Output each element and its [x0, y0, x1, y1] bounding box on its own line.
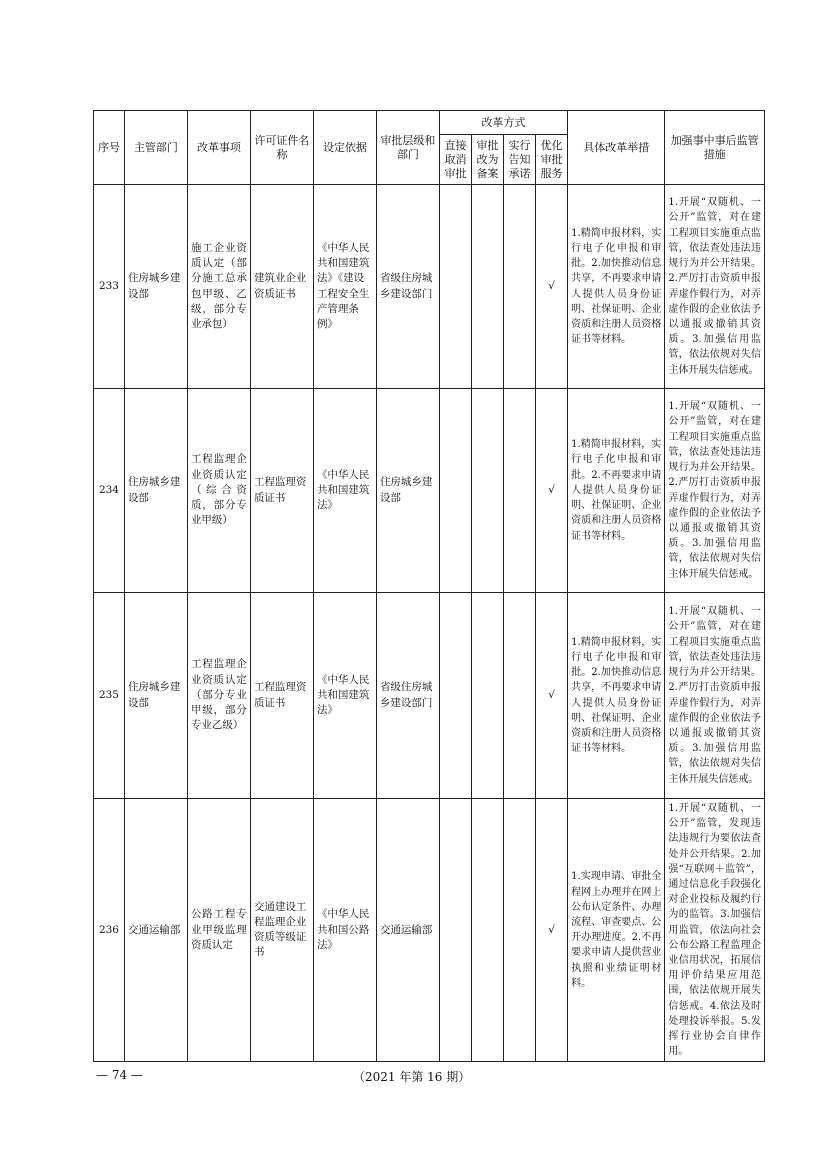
- cell-item: 工程监理企业资质认定（综合资质，部分专业甲级）: [187, 389, 250, 593]
- header-license: 许可证件名称: [250, 111, 313, 185]
- cell-dept: 住房城乡建设部: [124, 185, 187, 389]
- header-mode-cancel: 直接取消审批: [439, 135, 471, 185]
- cell-mode-optimize: √: [536, 389, 568, 593]
- cell-supervision: 1.开展“双随机、一公开”监管，发现违法违规行为要依法查处并公开结果。2.加强“互联网＋监管”，通过信息化手段强化对企业投标及履约行为的监管。3.加强信用监管，依法向社会公布公路工程监理企业信用状况，拓展信用评价结果应用范围，依法依规开展失信惩戒。4.依法及时处理投诉举报。5.发挥行业协会自律作用。: [665, 799, 765, 1062]
- cell-mode-optimize: √: [536, 185, 568, 389]
- cell-measures: 1.实现申请、审批全程网上办理并在网上公布认定条件、办理流程、审查要点、公开办理进度。2.不再要求申请人提供营业执照和业绩证明材料。: [568, 799, 665, 1062]
- cell-mode-cancel: [439, 185, 471, 389]
- cell-license: 建筑业企业资质证书: [250, 185, 313, 389]
- header-level: 审批层级和部门: [376, 111, 439, 185]
- header-item: 改革事项: [187, 111, 250, 185]
- cell-mode-filing: [471, 389, 503, 593]
- cell-item: 公路工程专业甲级监理资质认定: [187, 799, 250, 1062]
- cell-mode-cancel: [439, 593, 471, 799]
- cell-mode-promise: [504, 185, 536, 389]
- cell-level: 省级住房城乡建设部门: [376, 185, 439, 389]
- reform-table: [93, 110, 765, 1062]
- cell-mode-promise: [504, 593, 536, 799]
- cell-basis: 《中华人民共和国建筑法》: [313, 593, 376, 799]
- cell-supervision: 1.开展“双随机、一公开”监管，对在建工程项目实施重点监管，依法查处违法违规行为并公开结果。2.严厉打击资质申报弄虚作假行为，对弄虚作假的企业依法予以通报或撤销其资质。3.加强信用监管，依法依规对失信主体开展失信惩戒。: [665, 185, 765, 389]
- header-basis: 设定依据: [313, 111, 376, 185]
- cell-seq: 235: [94, 593, 125, 799]
- cell-dept: 交通运输部: [124, 799, 187, 1062]
- table-row: [94, 185, 765, 389]
- cell-mode-cancel: [439, 799, 471, 1062]
- header-mode-promise: 实行告知承诺: [504, 135, 536, 185]
- cell-dept: 住房城乡建设部: [124, 389, 187, 593]
- cell-mode-optimize: √: [536, 799, 568, 1062]
- cell-supervision: 1.开展“双随机、一公开”监管，对在建工程项目实施重点监管，依法查处违法违规行为并公开结果。2.严厉打击资质申报弄虚作假行为，对弄虚作假的企业依法予以通报或撤销其资质。3.加强信用监管，依法依规对失信主体开展失信惩戒。: [665, 593, 765, 799]
- cell-basis: 《中华人民共和国建筑法》《建设工程安全生产管理条例》: [313, 185, 376, 389]
- cell-mode-filing: [471, 799, 503, 1062]
- cell-measures: 1.精简申报材料，实行电子化申报和审批。2.不再要求申请人提供人员身份证明、社保证明、企业资质和注册人员资格证书等材料。: [568, 389, 665, 593]
- cell-measures: 1.精简申报材料，实行电子化申报和审批。2.加快推动信息共享，不再要求申请人提供人员身份证明、社保证明、企业资质和注册人员资格证书等材料。: [568, 185, 665, 389]
- cell-measures: 1.精简申报材料，实行电子化申报和审批。2.加快推动信息共享，不再要求申请人提供人员身份证明、社保证明、企业资质和注册人员资格证书等材料。: [568, 593, 665, 799]
- cell-license: 工程监理资质证书: [250, 593, 313, 799]
- header-seq: 序号: [94, 111, 125, 185]
- cell-level: 交通运输部: [376, 799, 439, 1062]
- table-row: [94, 799, 765, 1062]
- cell-item: 施工企业资质认定（部分施工总承包甲级、乙级，部分专业承包）: [187, 185, 250, 389]
- cell-mode-filing: [471, 185, 503, 389]
- header-measures: 具体改革举措: [568, 111, 665, 185]
- header-supervision: 加强事中事后监管措施: [665, 111, 765, 185]
- header-mode-optimize: 优化审批服务: [536, 135, 568, 185]
- cell-level: 省级住房城乡建设部门: [376, 593, 439, 799]
- cell-basis: 《中华人民共和国公路法》: [313, 799, 376, 1062]
- header-reform-modes: 改革方式: [439, 111, 567, 135]
- cell-mode-optimize: √: [536, 593, 568, 799]
- header-dept: 主管部门: [124, 111, 187, 185]
- page-number: — 74 —: [96, 1068, 143, 1082]
- cell-seq: 236: [94, 799, 125, 1062]
- cell-mode-promise: [504, 389, 536, 593]
- cell-mode-promise: [504, 799, 536, 1062]
- cell-license: 工程监理资质证书: [250, 389, 313, 593]
- cell-dept: 住房城乡建设部: [124, 593, 187, 799]
- cell-seq: 234: [94, 389, 125, 593]
- cell-basis: 《中华人民共和国建筑法》: [313, 389, 376, 593]
- issue-label: （2021 年第 16 期）: [353, 1070, 471, 1084]
- cell-mode-filing: [471, 593, 503, 799]
- cell-item: 工程监理企业资质认定（部分专业甲级，部分专业乙级）: [187, 593, 250, 799]
- cell-license: 交通建设工程监理企业资质等级证书: [250, 799, 313, 1062]
- cell-supervision: 1.开展“双随机、一公开”监管，对在建工程项目实施重点监管，依法查处违法违规行为并公开结果。2.严厉打击资质申报弄虚作假行为，对弄虚作假的企业依法予以通报或撤销其资质。3.加强信用监管，依法依规对失信主体开展失信惩戒。: [665, 389, 765, 593]
- header-mode-filing: 审批改为备案: [471, 135, 503, 185]
- cell-mode-cancel: [439, 389, 471, 593]
- table-row: [94, 593, 765, 799]
- table-row: [94, 389, 765, 593]
- cell-seq: 233: [94, 185, 125, 389]
- cell-level: 住房城乡建设部: [376, 389, 439, 593]
